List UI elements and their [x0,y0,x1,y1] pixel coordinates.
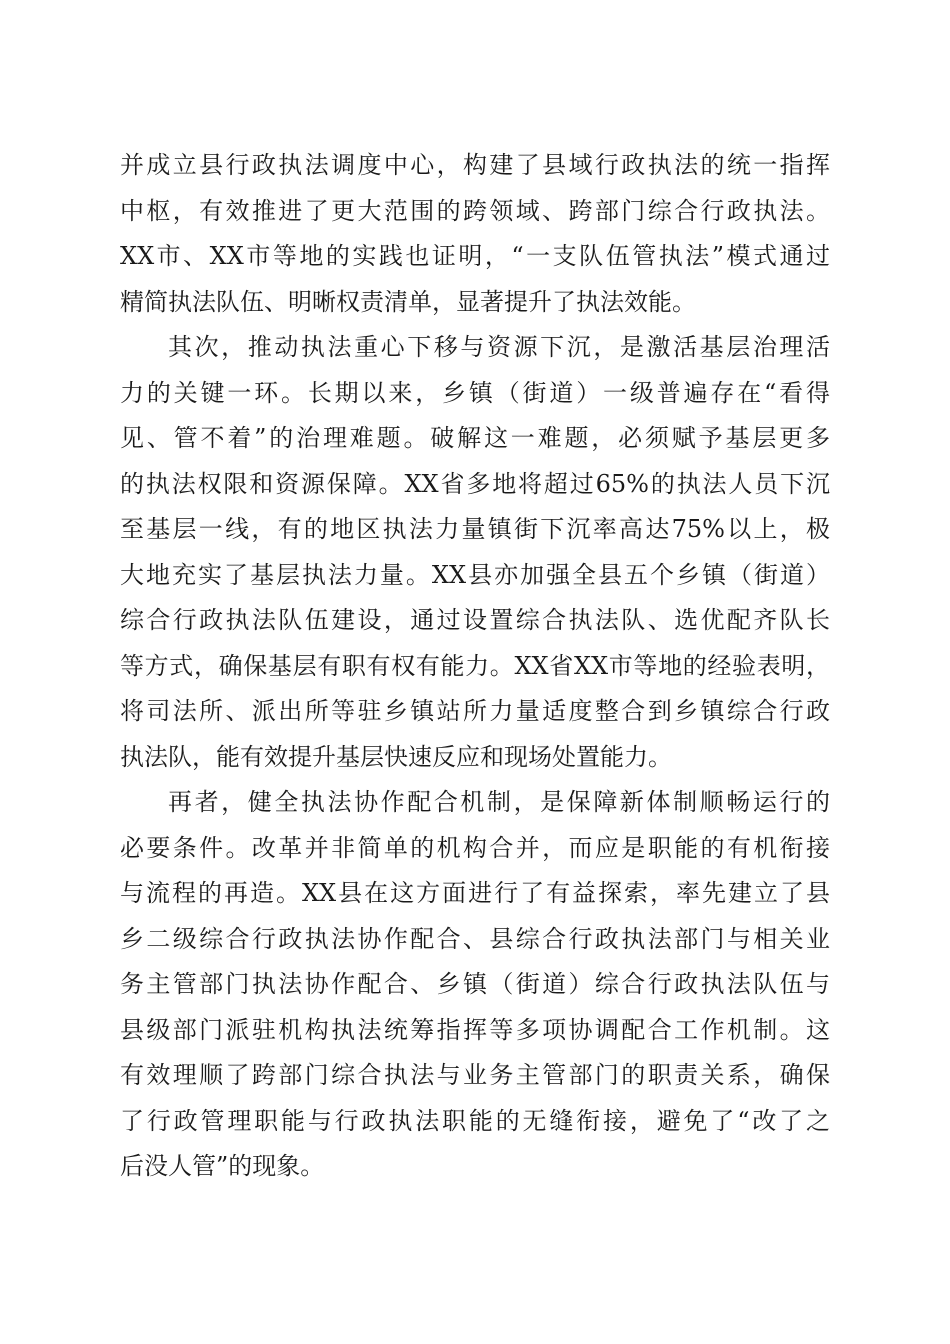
text-line: 必要条件。改革并非简单的机构合并，而应是职能的有机衔接 [120,834,830,862]
text-line: 执法队，能有效提升基层快速反应和现场处置能力。 [120,743,672,771]
text-line: 再者，健全执法协作配合机制，是保障新体制顺畅运行的 [168,788,830,816]
text-line: 的执法权限和资源保障。XX省多地将超过65%的执法人员下沉 [120,470,830,498]
text-line: 后没人管”的现象。 [120,1152,325,1180]
text-line: 其次，推动执法重心下移与资源下沉，是激活基层治理活 [168,333,830,361]
text-line: 与流程的再造。XX县在这方面进行了有益探索，率先建立了县 [120,879,830,907]
text-line: 综合行政执法队伍建设，通过设置综合执法队、选优配齐队长 [120,606,830,634]
text-line: 见、管不着”的治理难题。破解这一难题，必须赋予基层更多 [120,424,830,452]
text-line: 将司法所、派出所等驻乡镇站所力量适度整合到乡镇综合行政 [120,697,830,725]
text-line: 并成立县行政执法调度中心，构建了县域行政执法的统一指挥 [120,151,830,179]
text-line: 中枢，有效推进了更大范围的跨领域、跨部门综合行政执法。 [120,197,830,225]
text-line: 了行政管理职能与行政执法职能的无缝衔接，避免了“改了之 [120,1107,830,1135]
text-line: 大地充实了基层执法力量。XX县亦加强全县五个乡镇（街道） [120,561,830,589]
text-line: 有效理顺了跨部门综合执法与业务主管部门的职责关系，确保 [120,1061,830,1089]
text-line: 等方式，确保基层有职有权有能力。XX省XX市等地的经验表明， [120,652,830,680]
text-line: 县级部门派驻机构执法统筹指挥等多项协调配合工作机制。这 [120,1016,830,1044]
text-line: 至基层一线，有的地区执法力量镇街下沉率高达75%以上，极 [120,515,830,543]
text-line: XX市、XX市等地的实践也证明，“一支队伍管执法”模式通过 [120,242,830,270]
text-line: 务主管部门执法协作配合、乡镇（街道）综合行政执法队伍与 [120,970,830,998]
text-line: 精简执法队伍、明晰权责清单，显著提升了执法效能。 [120,288,696,316]
text-line: 力的关键一环。长期以来，乡镇（街道）一级普遍存在“看得 [120,379,830,407]
text-line: 乡二级综合行政执法协作配合、县综合行政执法部门与相关业 [120,925,830,953]
